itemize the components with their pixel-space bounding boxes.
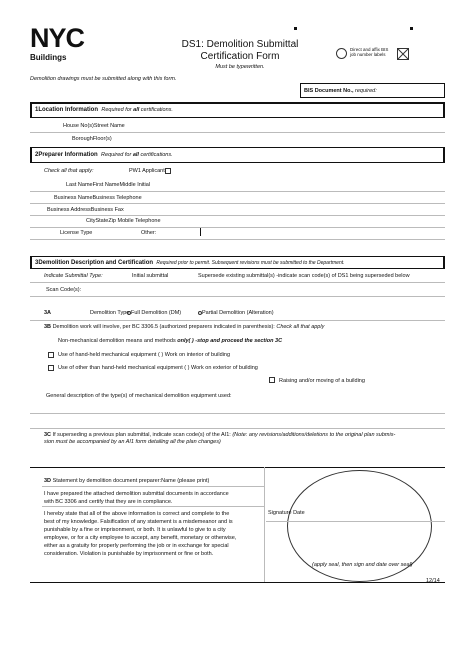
row-line [30,227,445,228]
section3d-text [44,478,209,484]
general-description-label: General description of the type(s) of mechanical demolition equipment used: [46,393,232,399]
section2-note-post: certifications. [138,152,173,158]
row-line [42,486,264,487]
house-street-label: House No(s)Street Name [63,123,125,129]
row-line [30,296,445,297]
nonmech-only: only [177,338,189,344]
row-line [30,191,445,192]
section3c-note2: sion must be accompanied by an AI1 form detailing all the plan changes) [44,439,221,445]
partial-demolition-label: Partial Demolition (Alteration) [202,310,274,316]
section-marker [443,102,445,118]
nonmech-post: ( ) -stop and proceed the section 3C [188,338,283,344]
bis-label-text: BIS Document No., [304,88,354,94]
supersede-option[interactable]: Supersede existing submittal(s) -indicate scan code(s) of DS1 being superseded below [198,273,410,279]
check-apply-label: Check all that apply: [44,168,94,174]
section3d-body: Statement by demolition document preparer:Name (please print) [52,478,210,484]
section-marker [30,102,32,118]
row-line [30,582,445,583]
section2-title-text: Preparer Information [38,152,98,158]
section2-number: 2 [35,152,39,158]
prepared-line2: with BC 3306 and certify that they are in compliance. [44,498,173,505]
text-cursor [200,228,201,236]
row-line [30,203,445,204]
section3b-check-note: Check all that apply [276,324,325,330]
business-name-label: Business NameBusiness Telephone [54,195,142,201]
raising-moving-label: Raising and/or moving of a building [279,378,365,384]
row-line [30,320,445,321]
intro-note: Demolition drawings must be submitted along with this form. [30,76,177,82]
row-line [30,215,445,216]
scan-codes-label: Scan Code(s): [46,287,82,293]
close-x-icon [397,47,409,59]
section3-number: 3 [35,260,39,266]
bis-label [304,88,377,94]
business-address-label: Business AddressBusiness Fax [47,207,124,213]
typewritten-note: Must be typewritten. [215,64,265,70]
hereby-line5: either as a gratuity for properly performing the job or in exchange for special [44,543,229,549]
row-line [30,428,445,429]
version-label: 12/14 [426,578,440,584]
section1-note-bold: all [133,107,140,113]
raising-moving-checkbox[interactable] [269,377,275,383]
section3c-label: 3C [44,432,52,438]
other-label: Other: [141,230,157,236]
section3a-label: 3A [44,310,52,316]
section2-title [35,152,173,158]
section3c-text [44,432,395,438]
borough-floor-label: BoroughFloor(s) [72,136,112,142]
hereby-statement [44,510,236,558]
hereby-line4: employee, or for a city employee to accept, any benefit, monetary or otherwise, [44,535,237,541]
pw1-applicant-checkbox[interactable] [165,168,171,174]
section2-note-bold: all [132,152,139,158]
buildings-logo-text: Buildings [30,53,67,62]
section3b-text [44,324,324,330]
section3d-label: 3D [44,478,52,484]
section-marker [443,147,445,163]
form-title-line1: DS1: Demolition Submittal [181,39,299,50]
stamp-line1: Direct and affix BIS [350,47,389,52]
other-than-hand-held-label: Use of other than hand-held mechanical equipment ( ) Work on exterior of building [58,365,258,371]
section1-number: 1 [35,107,39,113]
form-title-line2: Certification Form [200,51,280,62]
initial-submittal-option[interactable]: Initial submittal [132,273,169,279]
demolition-type-label: Demolition Type: [90,310,131,316]
hereby-line6: consideration. Violation is punishable by imprisonment or fine or both. [44,551,214,557]
hereby-line1: I hereby state that all of the above information is correct and complete to the [44,511,230,517]
section-marker [30,256,32,269]
section3-title-text: Demolition Description and Certification [38,260,154,266]
stamp-label [350,47,388,57]
section3c-body: If superseding a previous plan submittal, indicate scan code(s) of the AI1: [52,432,231,438]
signature-date-label: Signature Date [268,510,305,516]
hand-held-label: Use of hand-held mechanical equipment ( ) Work on interior of building [58,352,231,358]
section-marker [30,147,32,163]
section3-note: Required prior to permit. Subsequent revisions must be submitted to the Department. [156,260,345,266]
hereby-line2: best of my knowledge. Falsification of any statement is a misdemeanor and is [44,519,233,525]
other-than-hand-held-checkbox[interactable] [48,365,54,371]
city-state-label: CityStateZip Mobile Telephone [86,218,161,224]
nonmech-pre: Non-mechanical demolition means and methods [58,338,178,344]
section3b-label: 3B [44,324,52,330]
prepared-line1: I have prepared the attached demolition submittal documents in accordance [44,491,229,497]
section3c-note1: (Note: any revisions/additions/deletions to the original plan submis- [232,432,396,438]
row-line [42,506,264,507]
non-mechanical-line [58,338,282,344]
row-line [30,239,445,240]
stamp-line2: job number labels [350,52,386,57]
row-line [30,413,445,414]
indicate-submittal-label: Indicate Submittal Type: [44,273,103,279]
pw1-applicant-label: PW1 Applicant [129,168,165,174]
hereby-line3: punishable by a fine or imprisonment, or both. It is unlawful to give to a city [44,527,226,533]
seal-instruction: (apply seal, then sign and date over seal) [312,562,413,568]
row-line [30,282,445,283]
hand-held-checkbox[interactable] [48,352,54,358]
signature-line[interactable] [266,521,445,522]
nyc-logo: NYC [30,23,85,53]
prepared-statement [44,491,229,506]
row-line [30,132,445,133]
row-line [30,467,445,468]
section-marker [443,256,445,269]
license-type-label: License Type [60,230,93,236]
section1-note-pre: Required for [101,107,134,113]
section2-note-pre: Required for [101,152,133,158]
column-divider [264,467,265,582]
full-demolition-label: Full Demolition (DM) [131,310,182,316]
section1-title-text: Location Information [38,107,99,113]
section1-title [35,107,173,113]
section3b-body: Demolition work will involve, per BC 3306.5 (authorized preparers indicated in parenthesis): [52,324,275,330]
corner-mark [294,27,297,30]
stamp-icon [336,48,347,59]
name-label: Last NameFirst NameMiddle Initial [66,182,151,188]
section3-title [35,260,345,266]
section1-note-post: certifications. [139,107,173,113]
corner-mark [410,27,413,30]
bis-required: required: [355,88,377,94]
